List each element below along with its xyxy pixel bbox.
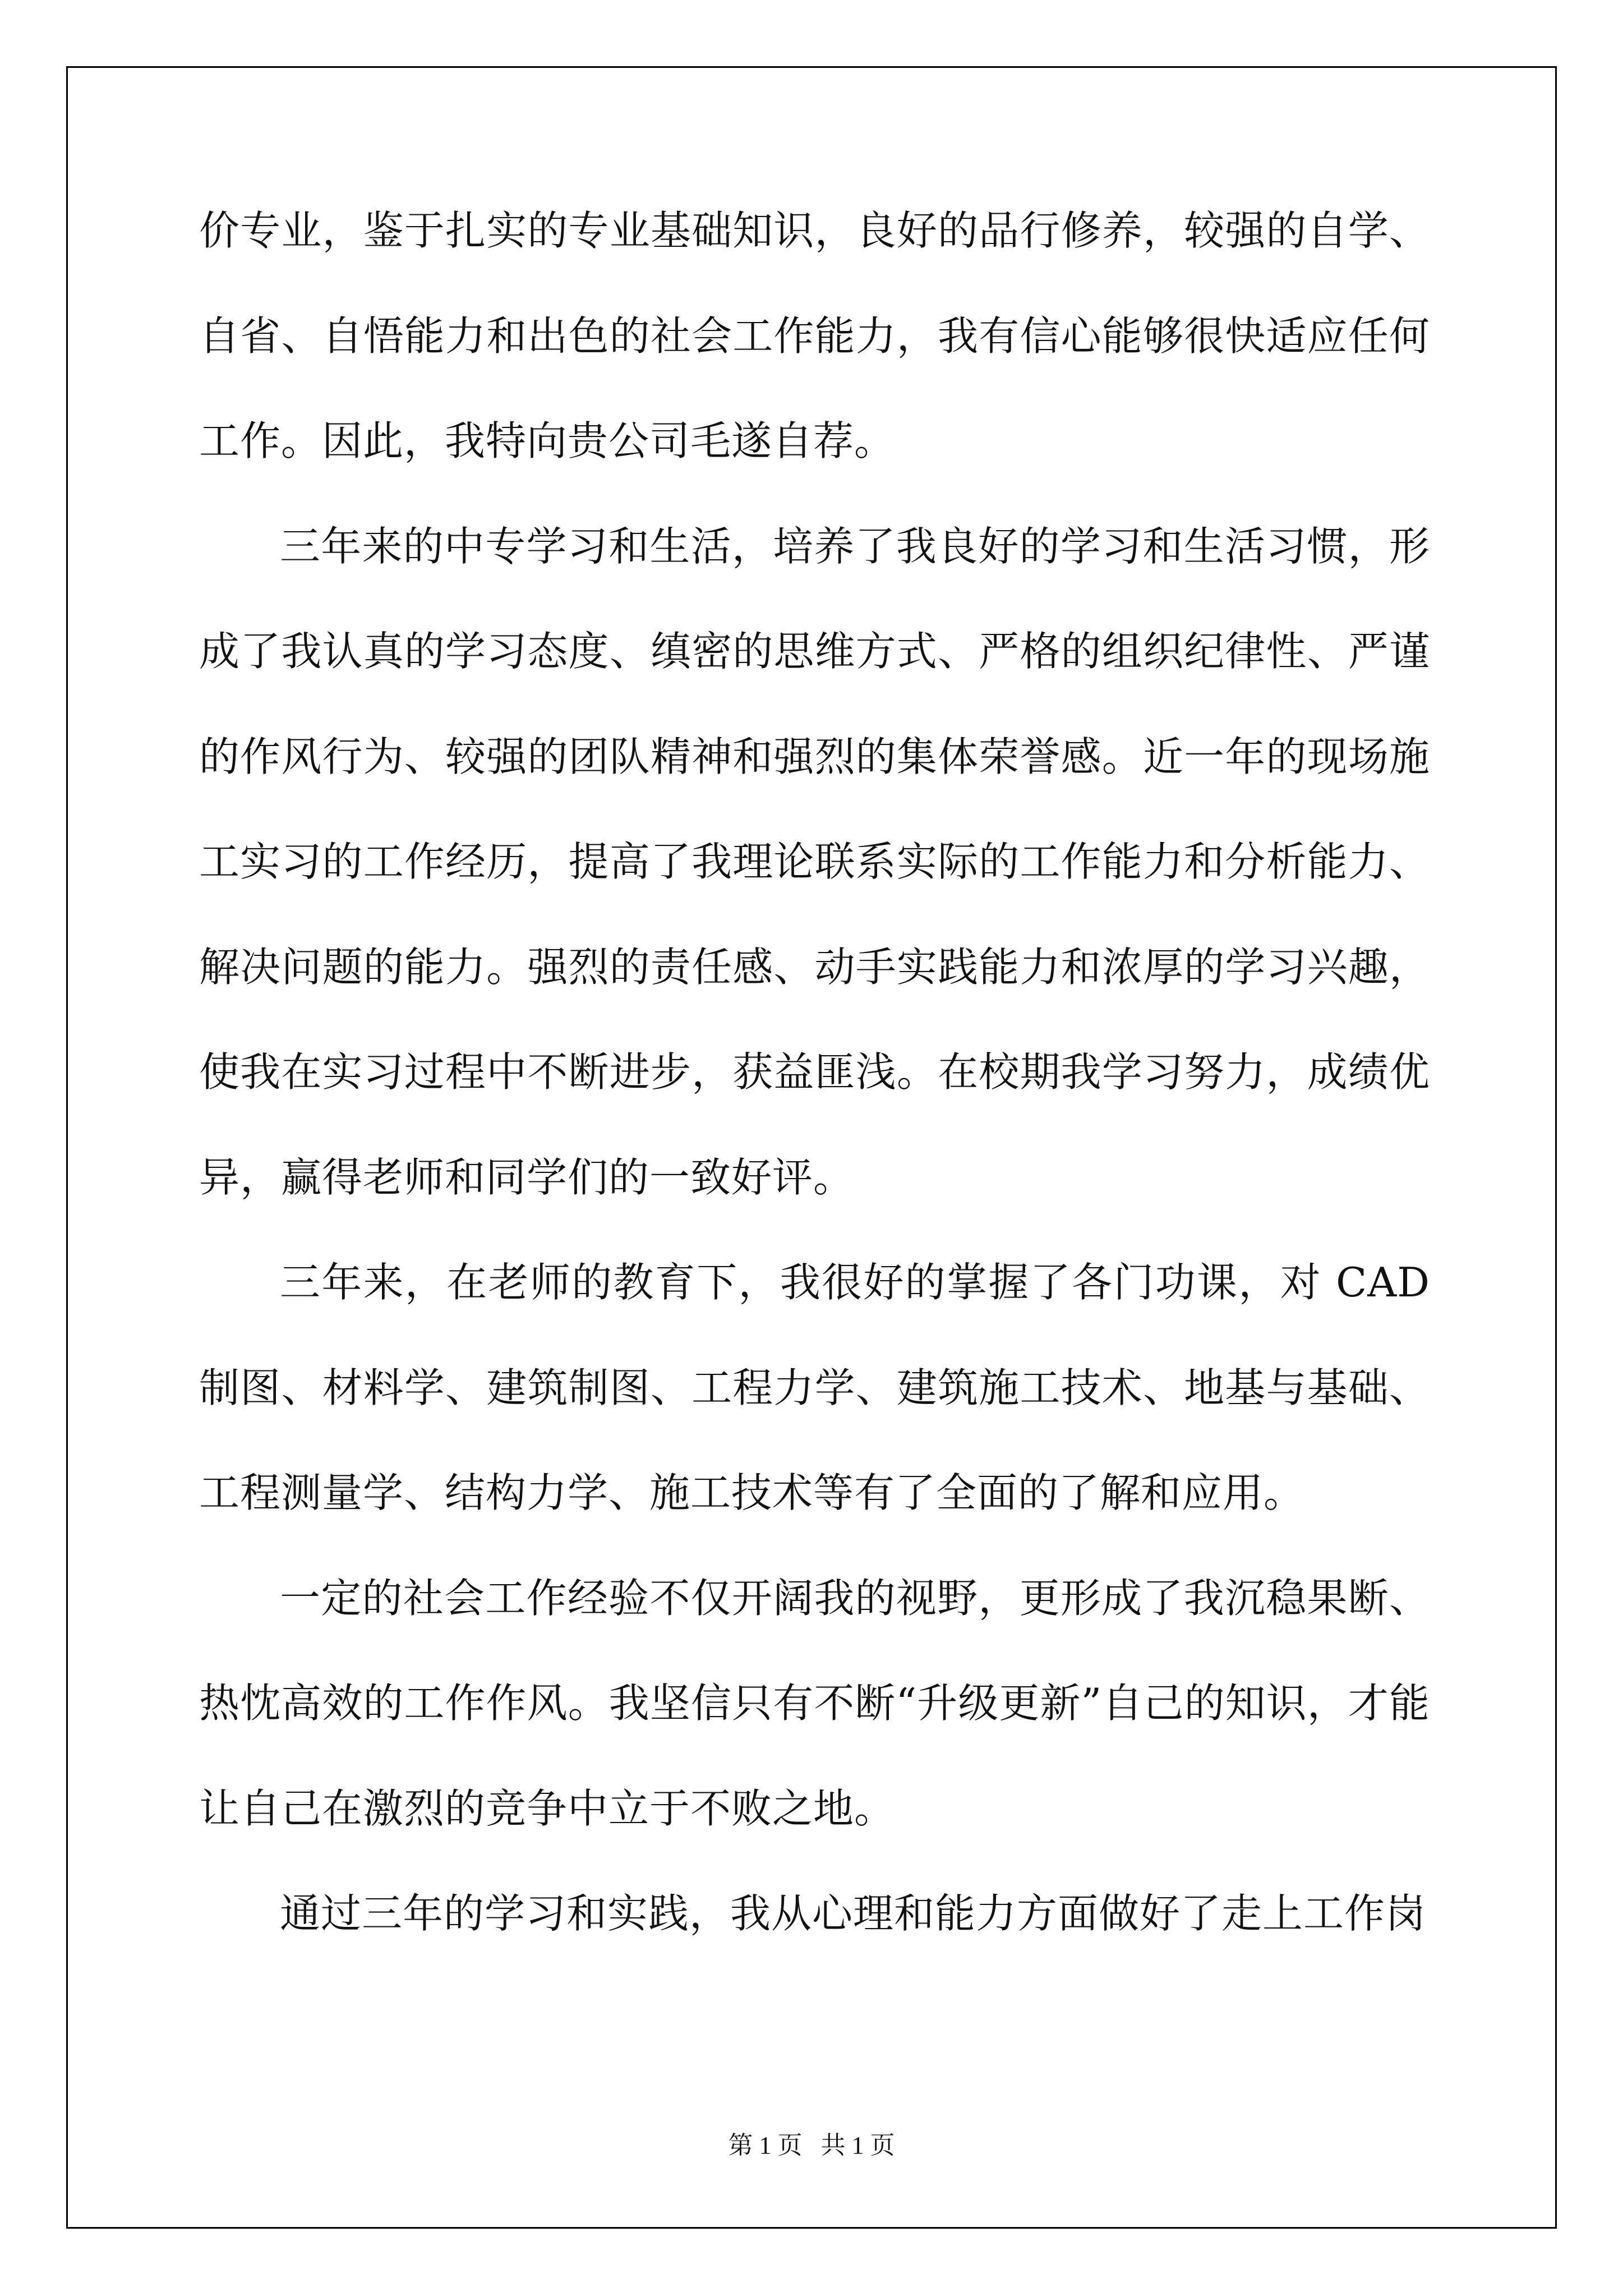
document-body — [199, 178, 1430, 1967]
paragraph-5: 通过三年的学习和实践，我从心理和能力方面做好了走上工作岗 — [280, 1890, 1427, 1937]
paragraph-1: 价专业，鉴于扎实的专业基础知识，良好的品行修养，较强的自学、自省、自悟能力和出色的社会工作能力，我有信心能够很快适应任何工作。因此，我特向贵公司毛遂自荐。 — [199, 207, 1430, 464]
paragraph-3: 三年来，在老师的教育下，我很好的掌握了各门功课，对 CAD 制图、材料学、建筑制图、工程力学、建筑施工技术、地基与基础、工程测量学、结构力学、施工技术等有了全面的了解和应用。 — [199, 1259, 1430, 1516]
page-number-footer: 第 1 页 共 1 页 — [728, 2132, 895, 2159]
paragraph-2: 三年来的中专学习和生活，培养了我良好的学习和生活习惯，形成了我认真的学习态度、缜密的思维方式、严格的组织纪律性、严谨的作风行为、较强的团队精神和强烈的集体荣誉感。近一年的现场施工实习的工作经历，提高了我理论联系实际的工作能力和分析能力、解决问题的能力。强烈的责任感、动手实践能力和浓厚的学习兴趣，使我在实习过程中不断进步，获益匪浅。在校期我学习努力，成绩优异，赢得老师和同学们的一致好评。 — [199, 522, 1430, 1201]
paragraph-4: 一定的社会工作经验不仅开阔我的视野，更形成了我沉稳果断、热忱高效的工作作风。我坚信只有不断“升级更新”自己的知识，才能让自己在激烈的竞争中立于不败之地。 — [199, 1574, 1430, 1832]
